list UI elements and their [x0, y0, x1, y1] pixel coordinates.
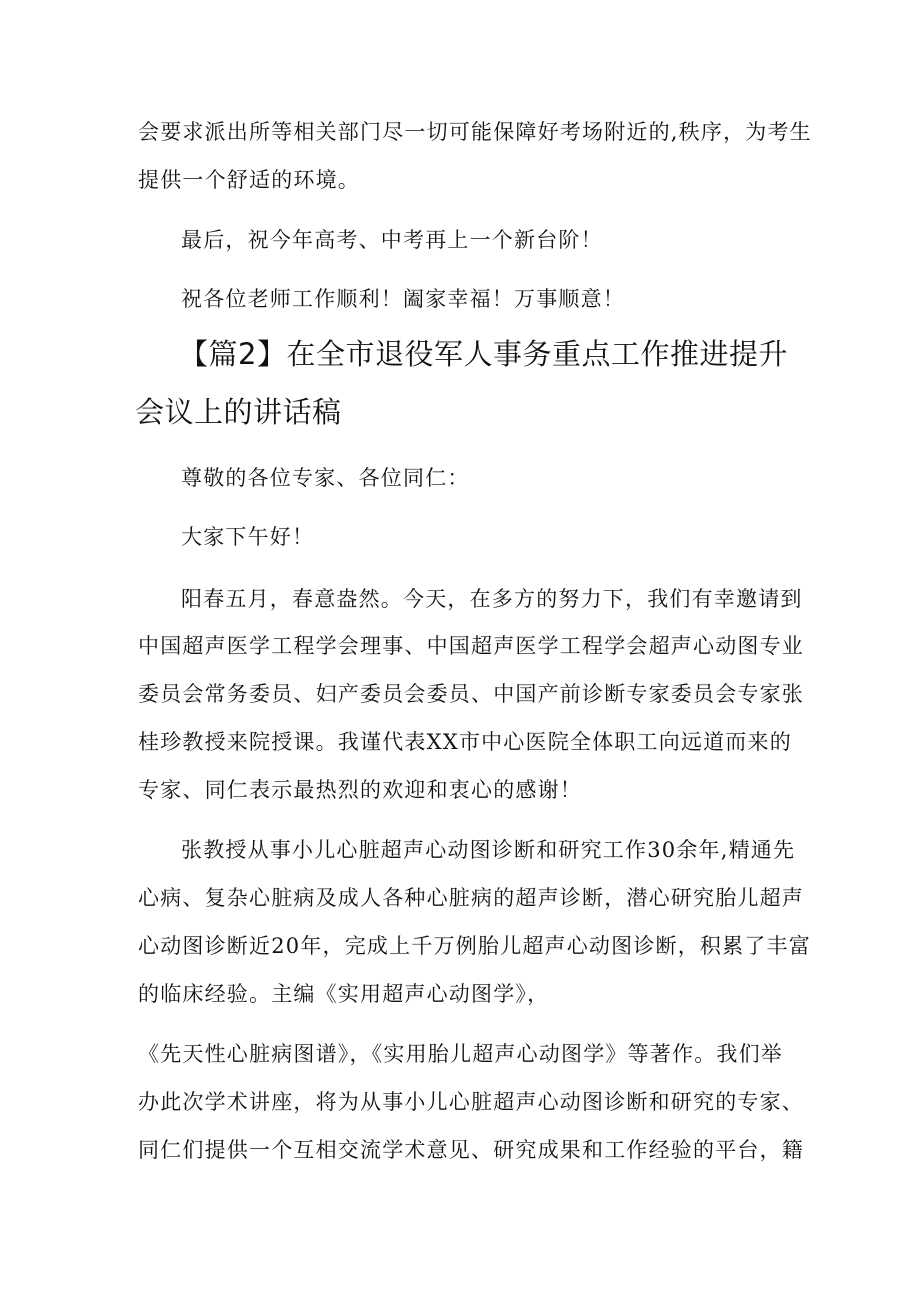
- section-heading-line-2: 会议上的讲话稿: [135, 395, 342, 429]
- paragraph-line: 祝各位老师工作顺利！阖家幸福！万事顺意！: [181, 287, 625, 311]
- paragraph-line: 张教授从事小儿心脏超声心动图诊断和研究工作30余年,精通先: [181, 838, 796, 862]
- greeting: 大家下午好！: [181, 525, 315, 549]
- paragraph-line: 会要求派出所等相关部门尽一切可能保障好考场附近的,秩序，为考生: [138, 120, 812, 144]
- paragraph-line: 专家、同仁表示最热烈的欢迎和衷心的感谢！: [138, 778, 582, 802]
- paragraph-line: 最后，祝今年高考、中考再上一个新台阶！: [181, 228, 603, 252]
- paragraph-line: 《先天性心脏病图谱》，《实用胎儿超声心动图学》等著作。我们举: [138, 1042, 783, 1066]
- section-heading-line-1: 【篇2】在全市退役军人事务重点工作推进提升: [179, 337, 788, 371]
- paragraph-line: 委员会常务委员、妇产委员会委员、中国产前诊断专家委员会专家张: [138, 682, 804, 706]
- paragraph-line: 的临床经验。主编《实用超声心动图学》，: [138, 982, 550, 1006]
- paragraph-line: 中国超声医学工程学会理事、中国超声医学工程学会超声心动图专业: [138, 634, 804, 658]
- paragraph-line: 办此次学术讲座，将为从事小儿心脏超声心动图诊断和研究的专家、: [138, 1090, 804, 1114]
- paragraph-line: 心动图诊断近20年，完成上千万例胎儿超声心动图诊断，积累了丰富: [138, 934, 811, 958]
- paragraph-line: 同仁们提供一个互相交流学术意见、研究成果和工作经验的平台，籍: [138, 1138, 804, 1162]
- paragraph-line: 桂珍教授来院授课。我谨代表XX市中心医院全体职工向远道而来的: [138, 730, 792, 754]
- paragraph-line: 心病、复杂心脏病及成人各种心脏病的超声诊断，潜心研究胎儿超声: [138, 886, 804, 910]
- paragraph-line: 阳春五月，春意盎然。今天，在多方的努力下，我们有幸邀请到: [181, 587, 803, 611]
- paragraph-line: 提供一个舒适的环境。: [138, 168, 360, 192]
- salutation: 尊敬的各位专家、各位同仁：: [181, 466, 470, 490]
